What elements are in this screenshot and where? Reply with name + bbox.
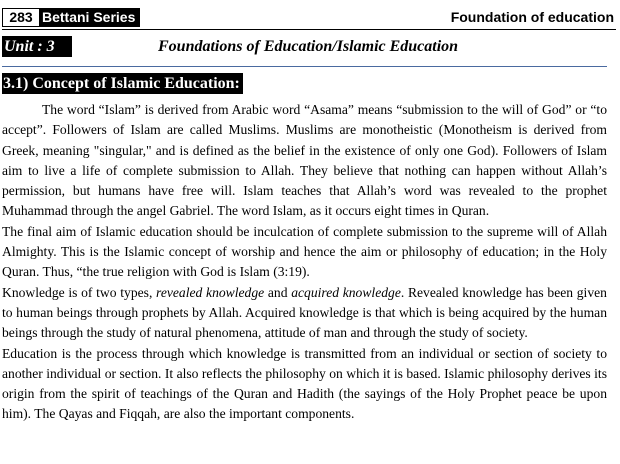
paragraph-knowledge-text-a: Knowledge is of two types, [2,284,157,300]
section-heading: 3.1) Concept of Islamic Education: [2,73,243,94]
unit-divider [2,66,607,67]
chapter-title: Foundation of education [450,9,614,25]
series-name: Bettani Series [39,9,139,26]
page-header [0,6,620,28]
unit-label: Unit : 3 [2,36,72,57]
page-number: 283 [3,9,39,26]
paragraph-aim-of-education: The final aim of Islamic education should be inculcation of complete submission to the supreme will of Allah Almighty. This is the Islamic concept of worship and hence the aim or philosophy of education; in the Holy Quran. Thus, “the true religion with God is Islam (3:19). [2,223,607,280]
paragraph-knowledge-types [2,283,607,344]
header-divider [2,29,616,30]
unit-row [0,36,620,60]
paragraph-islam-definition: The word “Islam” is derived from Arabic word “Asama” means “submission to the will of God” or “to accept”. Followers of Islam are called Muslims. Muslims are monotheistic (Monotheism is derived from Greek, meaning "singular," and is defined as the belief in the existence of only one God). Followers of Islam aim to live a life of complete submission to Allah. They believe that nothing can happen without Allah’s permission, but humans have free will. Islam teaches that Allah’s word was revealed to the prophet Muhammad through the angel Gabriel. The word Islam, as it occurs eight times in Quran. [2,102,607,219]
series-box [2,8,140,27]
acquired-knowledge-term: acquired knowledge [291,284,401,300]
unit-title: Foundations of Education/Islamic Education [158,38,459,55]
revealed-knowledge-term: revealed knowledge [156,284,265,300]
paragraph-education-process: Education is the process through which knowledge is transmitted from an individual or section of society to another individual or section. It also reflects the philosophy on which it is based. Islamic philosophy derives its origin from the spirit of teachings of the Quran and Hadith (the sayings of the Holy Prophet peace be upon him). The Qayas and Fiqqah, are also the important components. [2,345,607,422]
body-text [2,100,607,425]
paragraph-knowledge-text-b: and [264,284,292,300]
paragraph-knowledge-text-c: . Revealed knowledge has been given to human beings through prophets by Allah. Acquired knowledge is that which is being acquired by the human beings through the study of natural phenomena, attitude of man and through the study of society. [2,284,607,341]
